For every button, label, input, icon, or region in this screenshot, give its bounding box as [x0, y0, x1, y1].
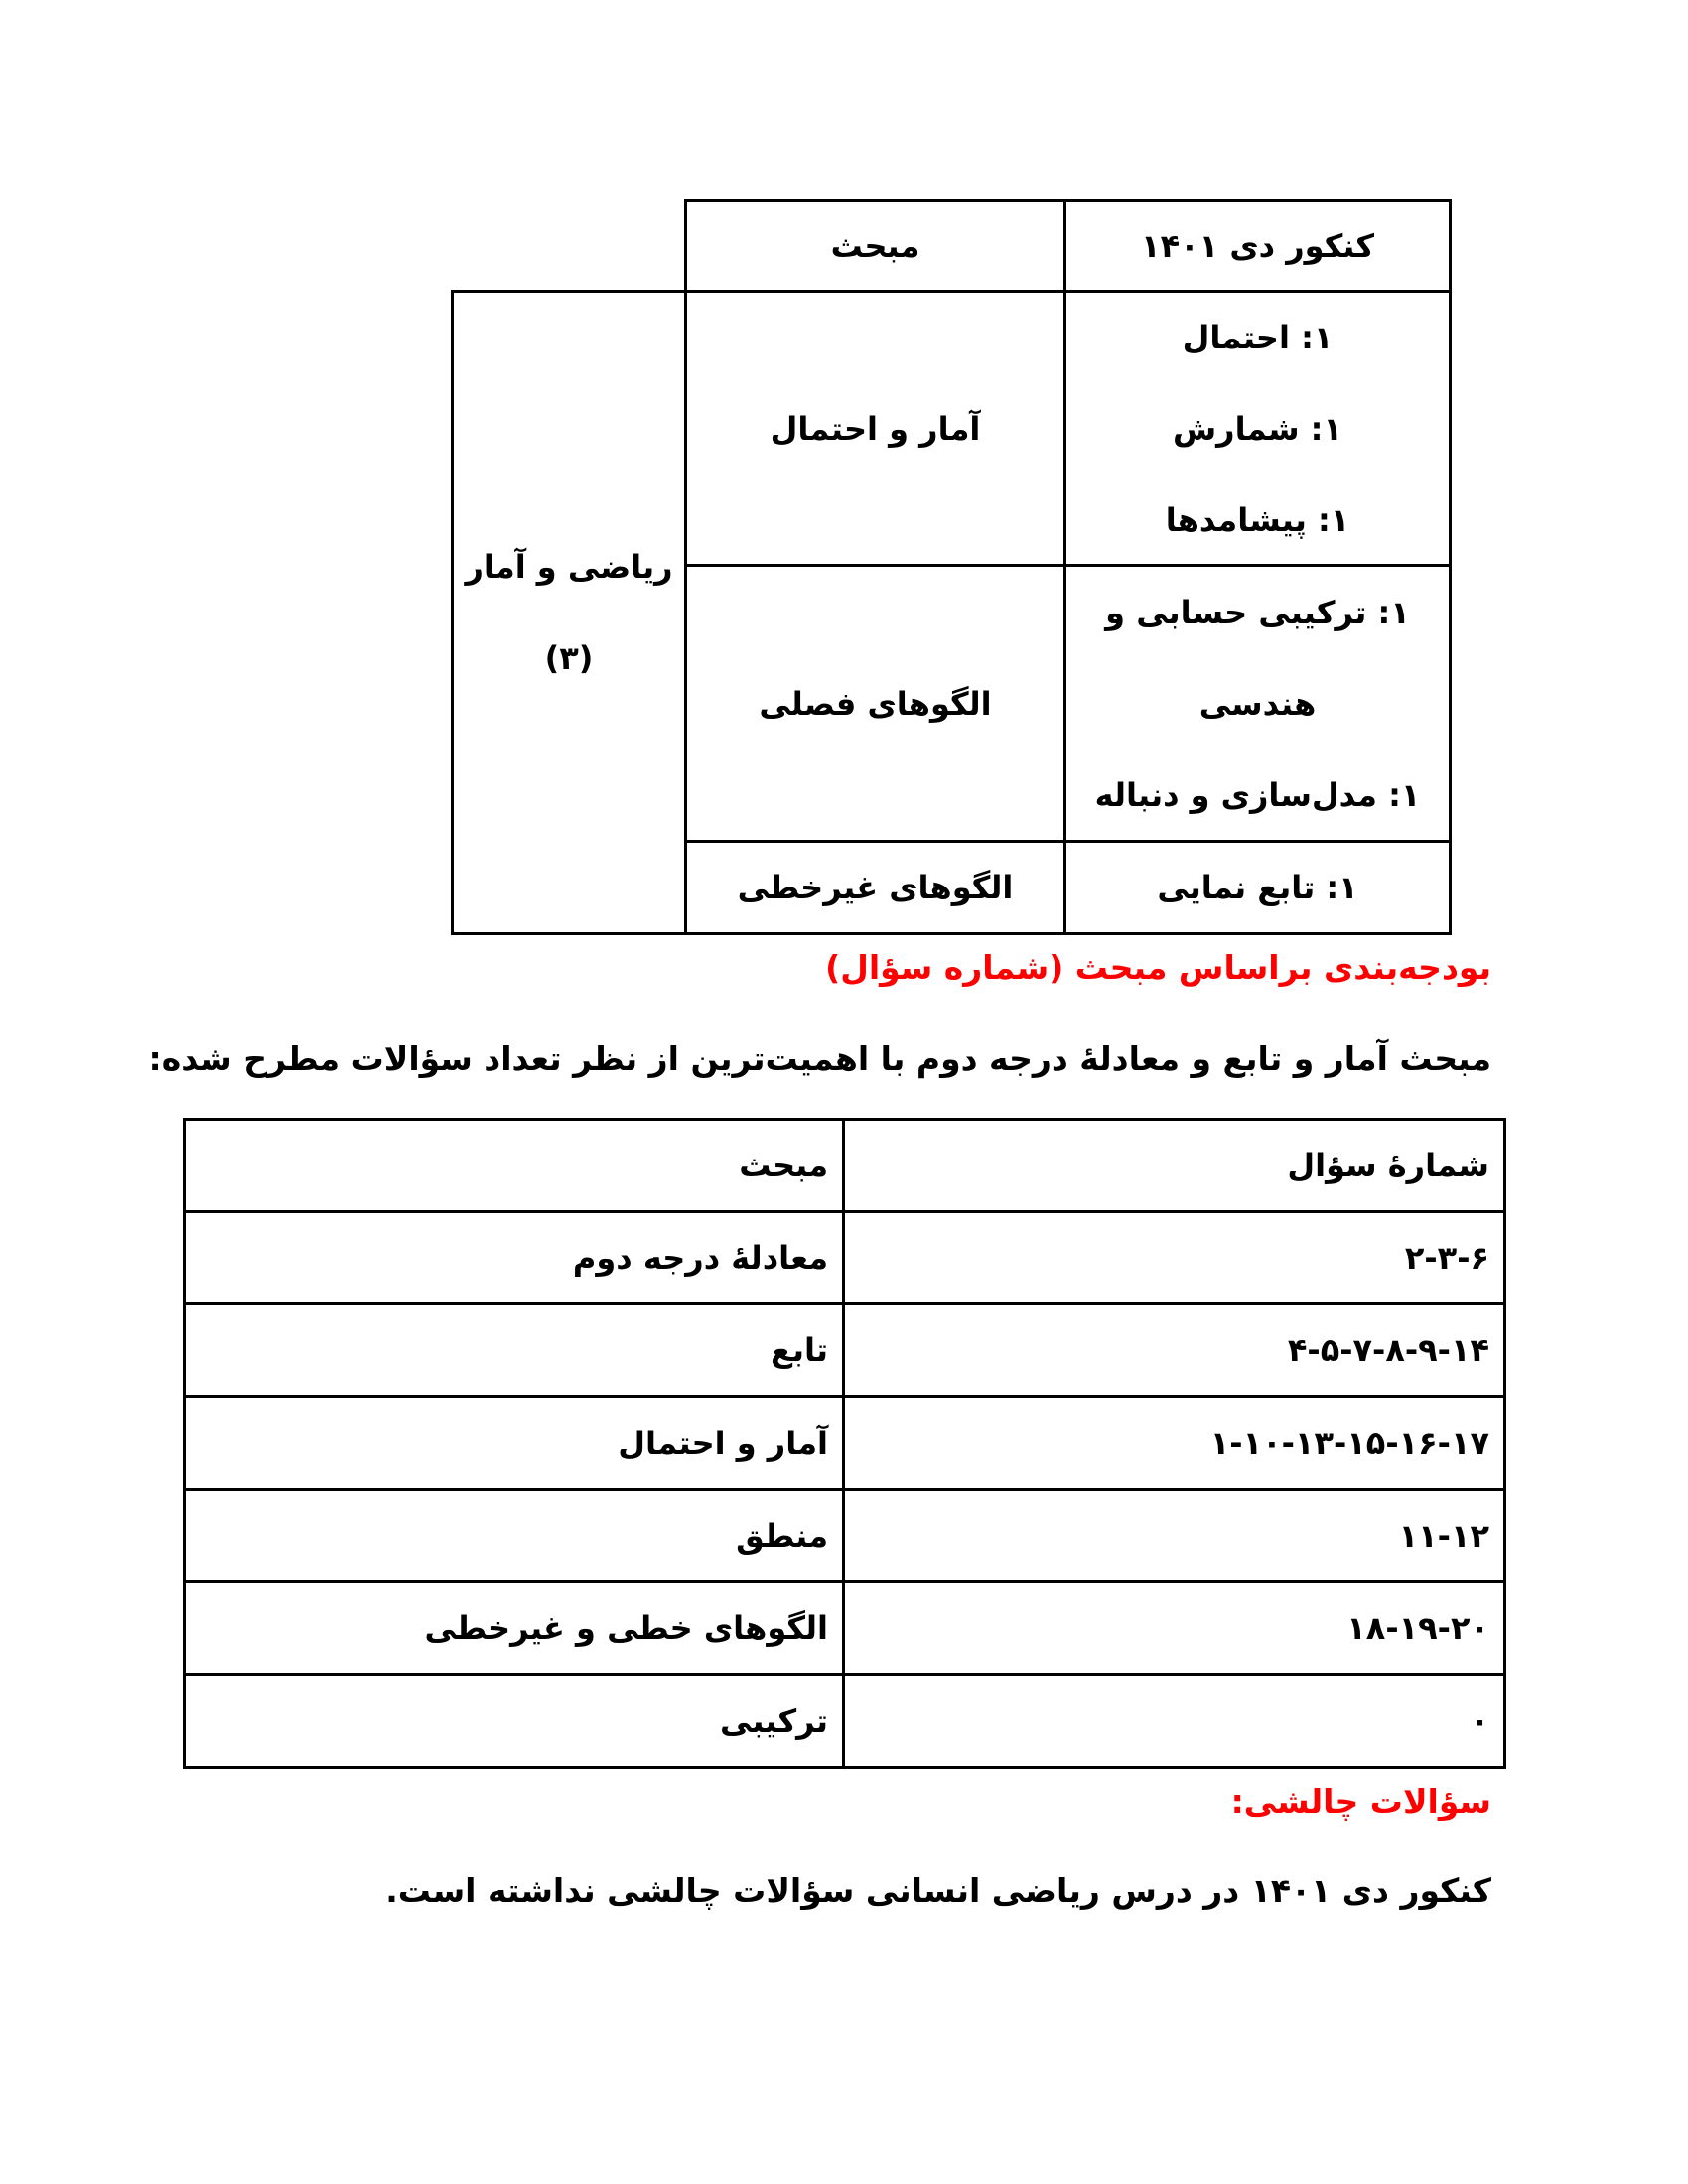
table-row-numbers — [845, 1676, 1503, 1766]
item-label: ۱: ترکیبی حسابی و — [1105, 593, 1410, 631]
topic-label: آمار و احتمال — [618, 1424, 828, 1462]
item-label: هندسی — [1198, 684, 1317, 723]
items-cell — [1066, 567, 1449, 840]
subject-cell — [454, 293, 684, 932]
topic-cell — [687, 843, 1063, 932]
table-border — [1503, 1118, 1506, 1769]
topic-cell — [687, 293, 1063, 564]
item-label: ۱: تابع نمایی — [1157, 869, 1358, 906]
table-row-topic — [186, 1213, 842, 1302]
header-exam — [1066, 202, 1449, 290]
question-numbers: ۱۸-۱۹-۲۰ — [1346, 1609, 1489, 1647]
table-row-topic — [186, 1676, 842, 1766]
topic-label: ترکیبی — [719, 1702, 828, 1740]
question-numbers: ۲-۳-۶ — [1404, 1239, 1489, 1277]
item-label: ۱: شمارش — [1173, 409, 1342, 448]
challenge-text: کنکور دی ۱۴۰۱ در درس ریاضی انسانی سؤالات چالشی نداشته است. — [385, 1871, 1491, 1910]
topic-label: منطق — [736, 1517, 828, 1555]
table-row-topic — [186, 1398, 842, 1488]
table-row-numbers — [845, 1305, 1503, 1395]
header-label: شمارهٔ سؤال — [1287, 1147, 1489, 1184]
table-row-numbers — [845, 1583, 1503, 1673]
table-row-numbers — [845, 1213, 1503, 1302]
topic-label: معادلهٔ درجه دوم — [572, 1239, 828, 1277]
table-row-numbers — [845, 1398, 1503, 1488]
table-row-topic — [186, 1491, 842, 1580]
topic-label: الگوهای غیرخطی — [737, 869, 1014, 906]
subject-count: (۳) — [544, 639, 594, 677]
header-label: مبحث — [739, 1147, 828, 1184]
topic-label: تابع — [771, 1331, 828, 1369]
header-topic — [186, 1121, 842, 1210]
header-exam-label: کنکور دی ۱۴۰۱ — [1141, 226, 1374, 265]
item-label: ۱: احتمال — [1182, 318, 1334, 356]
question-numbers: ۰ — [1470, 1702, 1489, 1740]
topic-label: الگوهای فصلی — [759, 684, 992, 723]
topic-label: الگوهای خطی و غیرخطی — [424, 1609, 828, 1647]
item-label: ۱: مدل‌سازی و دنباله — [1094, 775, 1421, 814]
header-topic-label: مبحث — [830, 226, 920, 265]
topic-cell — [687, 567, 1063, 840]
items-cell — [1066, 843, 1449, 932]
intro-text: مبحث آمار و تابع و معادلهٔ درجه دوم با اهمیت‌ترین از نظر تعداد سؤالات مطرح شده: — [148, 1039, 1491, 1078]
table-row-numbers — [845, 1491, 1503, 1580]
question-numbers: ۴-۵-۷-۸-۹-۱۴ — [1287, 1331, 1489, 1369]
table-row-topic — [186, 1583, 842, 1673]
items-cell — [1066, 293, 1449, 564]
table-border — [1449, 199, 1452, 935]
challenge-heading: سؤالات چالشی: — [1230, 1782, 1491, 1821]
topic-label: آمار و احتمال — [770, 409, 981, 448]
question-numbers: ۱۱-۱۲ — [1398, 1517, 1489, 1555]
table-row-topic — [186, 1305, 842, 1395]
subject-name: ریاضی و آمار — [465, 548, 673, 586]
header-topic — [687, 202, 1063, 290]
item-label: ۱: پیشامدها — [1165, 500, 1350, 539]
question-numbers: ۱-۱۰-۱۳-۱۵-۱۶-۱۷ — [1209, 1424, 1489, 1462]
budget-heading: بودجه‌بندی براساس مبحث (شماره سؤال) — [825, 948, 1491, 987]
header-question-numbers — [845, 1121, 1503, 1210]
